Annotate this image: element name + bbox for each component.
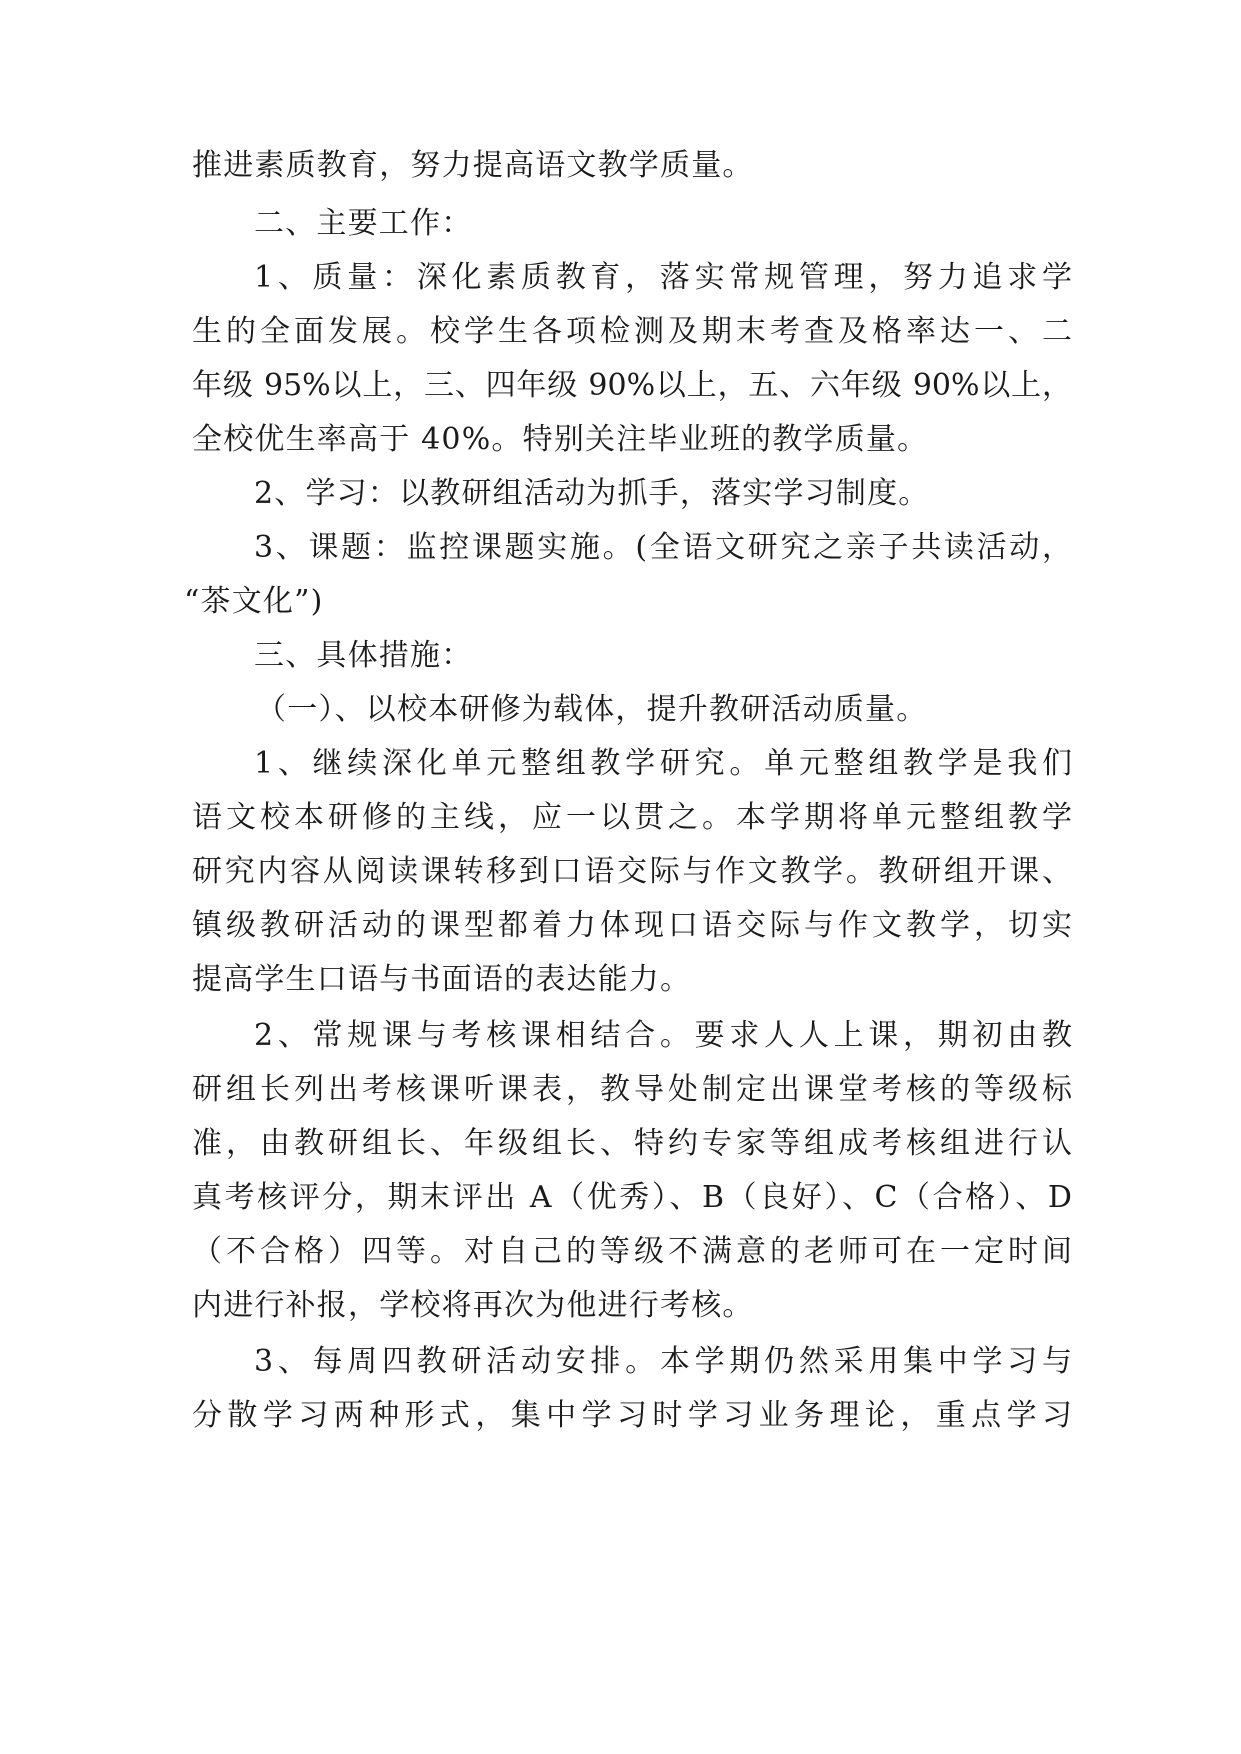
text-line-13: 语文校本研修的主线，应一以贯之。本学期将单元整组教学 — [192, 800, 1072, 835]
text-line-5: 年级 95%以上，三、四年级 90%以上，五、六年级 90%以上， — [192, 368, 1072, 403]
text-line-4: 生的全面发展。校学生各项检测及期末考查及格率达一、二 — [192, 314, 1072, 349]
text-line-15: 镇级教研活动的课型都着力体现口语交际与作文教学，切实 — [192, 908, 1072, 943]
text-line-8: 3、课题：监控课题实施。(全语文研究之亲子共读活动， — [254, 530, 1072, 565]
subheading-section-1: （一）、以校本研修为载体，提升教研活动质量。 — [256, 692, 928, 727]
text-line-3: 1、质量：深化素质教育，落实常规管理，努力追求学 — [254, 260, 1072, 295]
text-line-12: 1、继续深化单元整组教学研究。单元整组教学是我们 — [254, 746, 1072, 781]
text-line-6: 全校优生率高于 40%。特别关注毕业班的教学质量。 — [192, 422, 929, 457]
text-line-16: 提高学生口语与书面语的表达能力。 — [192, 962, 692, 997]
text-line-18: 研组长列出考核课听课表，教导处制定出课堂考核的等级标 — [192, 1072, 1072, 1107]
heading-measures: 三、具体措施： — [254, 638, 473, 673]
text-line-22: 内进行补报，学校将再次为他进行考核。 — [192, 1288, 754, 1323]
text-line-17: 2、常规课与考核课相结合。要求人人上课，期初由教 — [254, 1018, 1072, 1053]
text-line-14: 研究内容从阅读课转移到口语交际与作文教学。教研组开课、 — [192, 854, 1072, 889]
text-line-9: “茶文化”) — [184, 584, 324, 619]
text-line-23: 3、每周四教研活动安排。本学期仍然采用集中学习与 — [254, 1344, 1072, 1379]
text-line-20: 真考核评分，期末评出 A（优秀）、B（良好）、C（合格）、D — [192, 1180, 1072, 1215]
heading-main-work: 二、主要工作： — [254, 206, 473, 241]
text-line-1: 推进素质教育，努力提高语文教学质量。 — [192, 148, 754, 183]
text-line-19: 准，由教研组长、年级组长、特约专家等组成考核组进行认 — [192, 1126, 1072, 1161]
text-line-24: 分散学习两种形式，集中学习时学习业务理论，重点学习 — [192, 1398, 1072, 1433]
text-line-21: （不合格）四等。对自己的等级不满意的老师可在一定时间 — [192, 1234, 1072, 1269]
text-line-7: 2、学习：以教研组活动为抓手，落实学习制度。 — [254, 476, 930, 511]
